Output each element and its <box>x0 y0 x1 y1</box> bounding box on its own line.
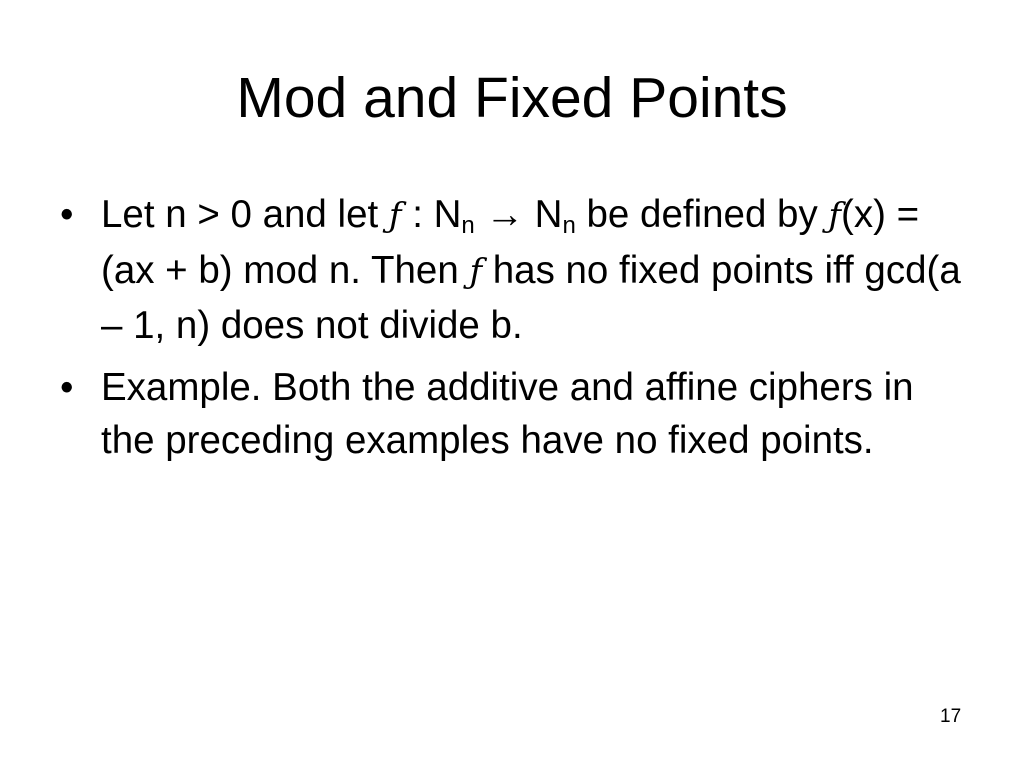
bullet1-text-6: has no fixed points iff gcd(a – 1, n) does not divide b. <box>101 248 961 347</box>
bullet1-text-5: (x) = (ax + b) mod n. Then <box>101 193 920 292</box>
slide-title: Mod and Fixed Points <box>236 66 788 130</box>
bullet1-text-4: be defined by <box>575 193 829 236</box>
subscript-n: n <box>562 212 576 239</box>
function-symbol-f: ƒ <box>828 196 842 236</box>
function-symbol-f: ƒ <box>469 251 483 292</box>
bullet2-text: Example. Both the additive and affine ciphers in the preceding examples have no fixed points. <box>101 365 914 462</box>
bullet-list <box>0 188 1024 476</box>
bullet1-text-3: → N <box>474 193 563 236</box>
bullet1-text-1: Let n > 0 and let <box>101 193 389 236</box>
bullet-item-example <box>0 361 1024 468</box>
page-number: 17 <box>940 706 962 727</box>
bullet1-text-2: : N <box>401 193 462 236</box>
subscript-n: n <box>461 212 475 239</box>
function-symbol-f: ƒ <box>388 196 402 236</box>
bullet-marker: • <box>60 365 74 409</box>
bullet-marker: • <box>60 193 74 236</box>
bullet-item-definition <box>0 188 1024 353</box>
